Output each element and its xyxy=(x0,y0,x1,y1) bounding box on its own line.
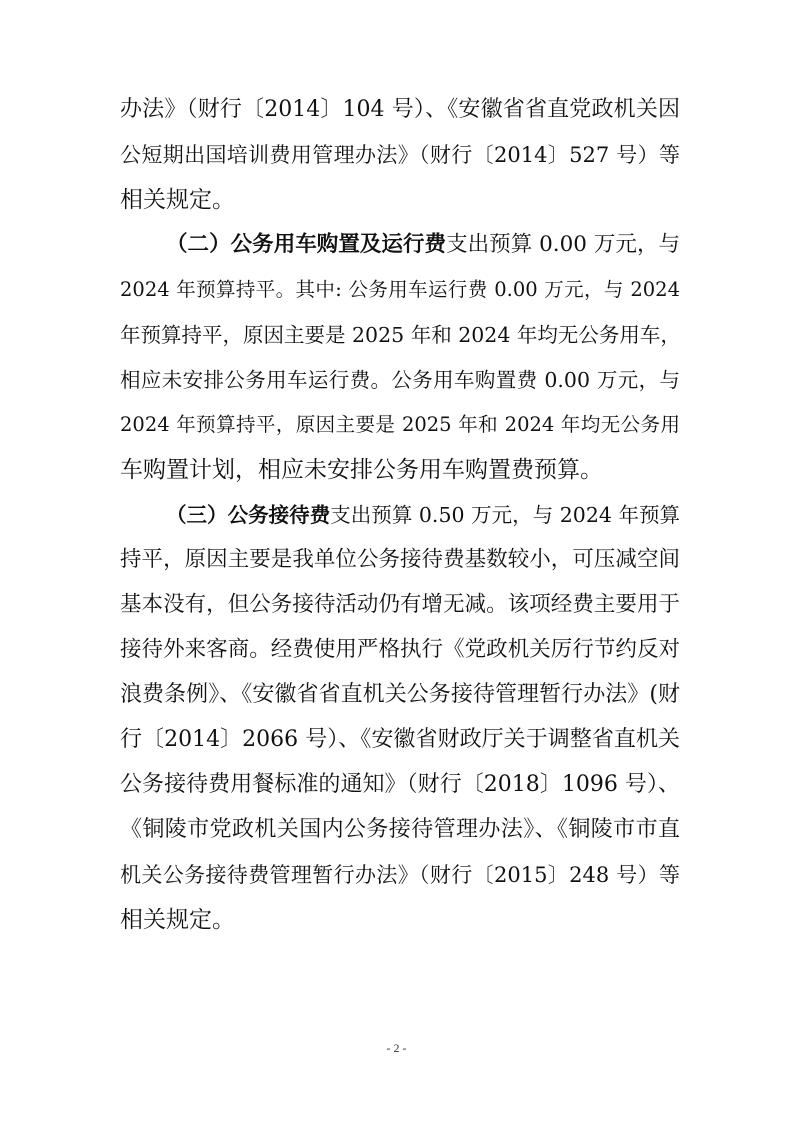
page-number: - 2 - xyxy=(386,1041,407,1055)
para3-line-9: 机关公务接待费管理暂行办法》（财行〔2015〕248 号）等 xyxy=(120,863,680,887)
para2-line-1 xyxy=(166,230,680,260)
para1-line-1: 办法》（财行〔2014〕104 号）、《安徽省省直党政机关因 xyxy=(120,97,680,122)
para3-line-4: 接待外来客商。经费使用严格执行《党政机关厉行节约反对 xyxy=(120,637,680,662)
para2-line-6: 车购置计划，相应未安排公务用车购置费预算。 xyxy=(120,457,603,483)
para3-line-2: 持平，原因主要是我单位公务接待费基数较小，可压减空间 xyxy=(120,547,680,572)
para3-line-7: 公务接待费用餐标准的通知》（财行〔2018〕1096 号）、 xyxy=(120,772,680,797)
para3-line-5: 浪费条例》、《安徽省省直机关公务接待管理暂行办法》(财 xyxy=(120,682,680,707)
para3-line-1 xyxy=(166,500,680,530)
para3-line-10: 相关规定。 xyxy=(120,907,235,933)
para2-line-4: 相应未安排公务用车运行费。公务用车购置费 0.00 万元，与 xyxy=(120,368,680,392)
para2-first-line-text: 支出预算 0.00 万元，与 xyxy=(446,232,680,257)
para3-line-8: 《铜陵市党政机关国内公务接待管理办法》、《铜陵市市直 xyxy=(120,817,680,842)
para3-first-line-text: 支出预算 0.50 万元，与 2024 年预算 xyxy=(330,503,681,527)
section-heading-reception: （三）公务接待费 xyxy=(166,503,331,527)
para3-line-6: 行〔2014〕2066 号）、《安徽省财政厅关于调整省直机关 xyxy=(120,727,680,752)
para1-line-3: 相关规定。 xyxy=(120,187,235,213)
para2-line-3: 年预算持平，原因主要是 2025 年和 2024 年均无公务用车， xyxy=(120,323,681,347)
section-heading-vehicle: （二）公务用车购置及运行费 xyxy=(166,232,447,257)
para2-line-5: 2024 年预算持平，原因主要是 2025 年和 2024 年均无公务用 xyxy=(120,413,680,436)
para3-line-3: 基本没有，但公务接待活动仍有增无减。该项经费主要用于 xyxy=(120,592,680,617)
para1-line-2: 公短期出国培训费用管理办法》（财行〔2014〕527 号）等 xyxy=(120,143,680,167)
para2-line-2: 2024 年预算持平。其中: 公务用车运行费 0.00 万元，与 2024 xyxy=(120,278,680,301)
